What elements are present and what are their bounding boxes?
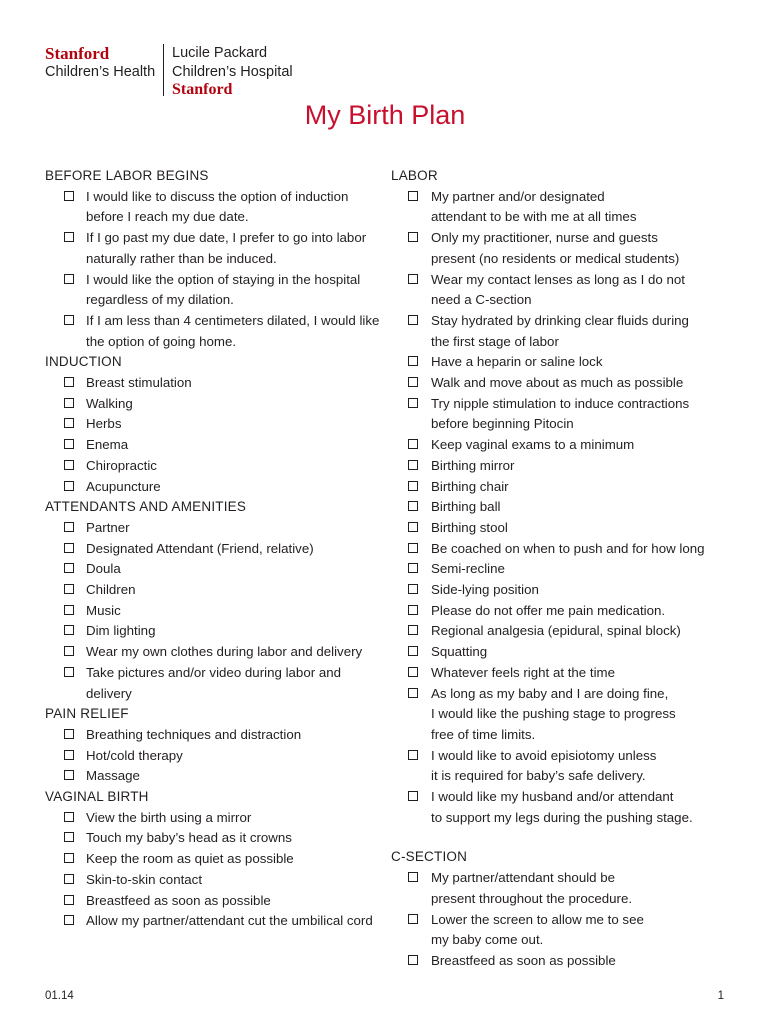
checklist-item xyxy=(391,621,741,642)
checkbox[interactable] xyxy=(64,232,74,242)
checklist-item xyxy=(45,663,390,704)
checklist-item xyxy=(391,477,741,498)
checklist-item xyxy=(45,828,390,849)
checklist-item-text: Acupuncture xyxy=(86,478,161,494)
checklist-item xyxy=(45,642,390,663)
checklist-item-text: My partner and/or designated xyxy=(431,188,605,204)
page-number: 1 xyxy=(717,990,724,1002)
checklist-item xyxy=(391,951,741,972)
checkbox[interactable] xyxy=(64,605,74,615)
checkbox[interactable] xyxy=(64,832,74,842)
checkbox[interactable] xyxy=(64,874,74,884)
checklist-item-text: As long as my baby and I are doing fine, xyxy=(431,685,669,701)
checklist-item-text: Side-lying position xyxy=(431,582,539,598)
section-heading-labor: LABOR xyxy=(391,168,438,183)
checklist-item-text: regardless of my dilation. xyxy=(86,292,234,308)
checkbox[interactable] xyxy=(408,914,418,924)
checklist-item xyxy=(45,911,390,932)
checkbox[interactable] xyxy=(64,418,74,428)
checkbox[interactable] xyxy=(64,853,74,863)
right-column xyxy=(391,166,741,972)
checkbox[interactable] xyxy=(64,377,74,387)
section-heading-pain-relief: PAIN RELIEF xyxy=(45,706,129,722)
checklist-item-text: Keep vaginal exams to a minimum xyxy=(431,437,635,453)
checklist-item-text: Try nipple stimulation to induce contractions xyxy=(431,395,690,411)
checkbox[interactable] xyxy=(64,729,74,739)
checklist-item xyxy=(391,187,741,228)
checklist-item xyxy=(45,456,390,477)
checkbox[interactable] xyxy=(408,750,418,760)
checklist-item-text: before beginning Pitocin xyxy=(431,416,574,432)
checkbox[interactable] xyxy=(64,274,74,284)
checkbox[interactable] xyxy=(64,812,74,822)
checkbox[interactable] xyxy=(408,688,418,698)
checklist-item xyxy=(391,539,741,560)
checklist-item-text: the option of going home. xyxy=(86,333,237,349)
checklist-item xyxy=(391,910,741,951)
checklist-item-text: Allow my partner/attendant cut the umbilical cord xyxy=(86,913,373,929)
page-title: My Birth Plan xyxy=(304,100,466,130)
checklist-item-text: Have a heparin or saline lock xyxy=(431,354,603,370)
document-code: 01.14 xyxy=(45,990,74,1002)
checklist-item-text: Wear my own clothes during labor and delivery xyxy=(86,644,363,660)
lucile-packard-logo xyxy=(172,44,293,100)
checkbox[interactable] xyxy=(408,460,418,470)
checkbox[interactable] xyxy=(64,895,74,905)
checklist-item-text: Walk and move about as much as possible xyxy=(431,375,684,391)
stanford-childrens-health-logo xyxy=(45,44,155,82)
checklist-item-text: it is required for baby’s safe delivery. xyxy=(431,768,646,784)
checkbox[interactable] xyxy=(64,750,74,760)
checkbox[interactable] xyxy=(408,522,418,532)
checklist-item xyxy=(45,725,390,746)
checkbox[interactable] xyxy=(64,460,74,470)
checklist-item-text: Breast stimulation xyxy=(86,375,192,390)
checklist-item xyxy=(45,414,390,435)
checklist-item xyxy=(45,808,390,829)
checkbox[interactable] xyxy=(64,770,74,780)
checklist-item-text: Take pictures and/or video during labor and xyxy=(86,664,342,680)
checkbox[interactable] xyxy=(64,522,74,532)
checklist-item-text: Hot/cold therapy xyxy=(86,747,183,763)
checklist-item-text: Birthing chair xyxy=(431,478,509,494)
checklist-item-text: Only my practitioner, nurse and guests xyxy=(431,230,658,246)
logo-divider xyxy=(163,44,164,96)
checklist-item xyxy=(391,311,741,352)
checklist-item xyxy=(391,580,741,601)
checklist-item xyxy=(391,497,741,518)
checklist-item xyxy=(45,435,390,456)
checklist-item xyxy=(391,373,741,394)
checklist-item-text: Herbs xyxy=(86,416,122,432)
checklist-item xyxy=(391,352,741,373)
checkbox[interactable] xyxy=(408,625,418,635)
checklist-item-text: Breastfeed as soon as possible xyxy=(431,952,616,968)
checklist-item-text: Breathing techniques and distraction xyxy=(86,726,302,742)
checkbox[interactable] xyxy=(408,543,418,553)
checkbox[interactable] xyxy=(408,667,418,677)
checklist-item-text: naturally rather than be induced. xyxy=(86,250,277,266)
checklist-item xyxy=(391,435,741,456)
checklist-item xyxy=(391,868,741,909)
checkbox[interactable] xyxy=(64,398,74,408)
checklist-item xyxy=(45,394,390,415)
checkbox[interactable] xyxy=(64,667,74,677)
checkbox[interactable] xyxy=(64,315,74,325)
checklist-item-text: Birthing stool xyxy=(431,519,508,535)
checklist-item-text: Squatting xyxy=(431,644,488,660)
logo-childrens-hospital-text: Children’s Hospital xyxy=(172,63,293,80)
checklist-item-text: Regional analgesia (epidural, spinal block) xyxy=(431,623,681,639)
checklist-item-text: Walking xyxy=(86,395,133,411)
checkbox[interactable] xyxy=(408,356,418,366)
checkbox[interactable] xyxy=(408,563,418,573)
checklist-item xyxy=(45,891,390,912)
checklist-item-text: Semi-recline xyxy=(431,561,505,577)
checklist-item xyxy=(45,311,390,352)
checklist-item-text: Enema xyxy=(86,437,129,453)
left-column xyxy=(45,166,390,932)
section-heading-induction: INDUCTION xyxy=(45,354,122,370)
checkbox[interactable] xyxy=(64,439,74,449)
logo-childrens-health-text: Children’s Health xyxy=(45,64,156,80)
checkbox[interactable] xyxy=(408,315,418,325)
checklist-item-text: need a C-section xyxy=(431,292,532,308)
checklist-item xyxy=(45,373,390,394)
checklist-item xyxy=(45,539,390,560)
checklist-item xyxy=(391,684,741,746)
checkbox[interactable] xyxy=(408,232,418,242)
checklist-item-text: Massage xyxy=(86,768,140,784)
checklist-item xyxy=(391,456,741,477)
checklist-item-text: Stay hydrated by drinking clear fluids during xyxy=(431,312,689,328)
checklist-item xyxy=(45,849,390,870)
checklist-item-text: present (no residents or medical students) xyxy=(431,250,680,266)
checklist-item-text: Skin-to-skin contact xyxy=(86,871,203,887)
checklist-item-text: If I go past my due date, I prefer to go into labor xyxy=(86,230,367,246)
checklist-item-text: Wear my contact lenses as long as I do not xyxy=(431,271,686,287)
checklist-item-text: Lower the screen to allow me to see xyxy=(431,911,644,927)
checklist-item-text: Keep the room as quiet as possible xyxy=(86,851,294,867)
checklist-item xyxy=(391,394,741,435)
checkbox[interactable] xyxy=(408,872,418,882)
checklist-item-text: My partner/attendant should be xyxy=(431,870,616,886)
checklist-item-text: Whatever feels right at the time xyxy=(431,664,616,680)
logo-lucile-packard-text: Lucile Packard xyxy=(172,45,268,61)
checklist-item-text: present throughout the procedure. xyxy=(431,890,633,906)
checklist-item-text: I would like the option of staying in the hospital xyxy=(86,271,361,287)
checklist-item-text: I would like to discuss the option of induction xyxy=(86,188,349,204)
checklist-item xyxy=(391,228,741,269)
checklist-item xyxy=(391,642,741,663)
checklist-item-text: Designated Attendant (Friend, relative) xyxy=(86,540,314,556)
checklist-item xyxy=(45,621,390,642)
section-heading-vaginal-birth: VAGINAL BIRTH xyxy=(45,789,149,805)
checklist-item-text: Partner xyxy=(86,519,130,535)
checkbox[interactable] xyxy=(408,791,418,801)
checkbox[interactable] xyxy=(408,439,418,449)
checklist-item-text: to support my legs during the pushing stage. xyxy=(431,809,693,825)
checklist-item-text: I would like my husband and/or attendant xyxy=(431,789,674,805)
checklist-item-text: Chiropractic xyxy=(86,457,157,473)
section-heading-before-labor-begins: BEFORE LABOR BEGINS xyxy=(45,168,209,183)
checklist-item-text: the first stage of labor xyxy=(431,333,559,349)
checklist-item-text: attendant to be with me at all times xyxy=(431,209,637,225)
checkbox[interactable] xyxy=(408,191,418,201)
checklist-item xyxy=(45,870,390,891)
logo-stanford-wordmark: Stanford xyxy=(45,44,110,63)
checklist-item xyxy=(391,270,741,311)
checklist-item-text: Dim lighting xyxy=(86,623,156,639)
checkbox[interactable] xyxy=(408,377,418,387)
checklist-item-text: View the birth using a mirror xyxy=(86,809,252,825)
section-heading-attendants-and-amenities: ATTENDANTS AND AMENITIES xyxy=(45,499,247,515)
checklist-item xyxy=(45,477,390,498)
checklist-item xyxy=(391,601,741,622)
checklist-item xyxy=(45,580,390,601)
checklist-item xyxy=(391,559,741,580)
checklist-item-text: my baby come out. xyxy=(431,932,544,948)
checkbox[interactable] xyxy=(64,563,74,573)
checklist-item-text: Touch my baby’s head as it crowns xyxy=(86,830,292,846)
checkbox[interactable] xyxy=(64,646,74,656)
checkbox[interactable] xyxy=(64,481,74,491)
checklist-item-text: Breastfeed as soon as possible xyxy=(86,892,271,908)
checklist-item-text: Birthing ball xyxy=(431,499,501,515)
checklist-item xyxy=(45,559,390,580)
checklist-item-text: before I reach my due date. xyxy=(86,209,249,225)
checklist-item-text: free of time limits. xyxy=(431,726,536,742)
checklist-item xyxy=(45,228,390,269)
checklist-item xyxy=(45,518,390,539)
checklist-item-text: I would like to avoid episiotomy unless xyxy=(431,747,657,763)
checkbox[interactable] xyxy=(64,625,74,635)
checklist-item-text: Birthing mirror xyxy=(431,457,515,473)
checklist-item-text: Children xyxy=(86,582,136,598)
section-heading-c-section: C-SECTION xyxy=(391,849,468,865)
checklist-item-text: Music xyxy=(86,602,121,618)
checkbox[interactable] xyxy=(408,501,418,511)
checkbox[interactable] xyxy=(64,191,74,201)
section-spacer xyxy=(391,828,741,847)
checkbox[interactable] xyxy=(408,646,418,656)
checkbox[interactable] xyxy=(64,915,74,925)
checklist-item xyxy=(391,787,741,828)
checklist-item-text: I would like the pushing stage to progress xyxy=(431,706,676,722)
checklist-item xyxy=(45,746,390,767)
checklist-item xyxy=(45,601,390,622)
checklist-item-text: delivery xyxy=(86,685,132,701)
checkbox[interactable] xyxy=(408,605,418,615)
checkbox[interactable] xyxy=(64,543,74,553)
checklist-item-text: Please do not offer me pain medication. xyxy=(431,602,666,618)
checklist-item xyxy=(391,746,741,787)
checkbox[interactable] xyxy=(408,274,418,284)
checkbox[interactable] xyxy=(64,584,74,594)
checklist-item xyxy=(391,518,741,539)
checklist-item xyxy=(45,270,390,311)
checklist-item xyxy=(45,187,390,228)
logo-stanford-wordmark-right: Stanford xyxy=(172,81,233,98)
checklist-item-text: Be coached on when to push and for how long xyxy=(431,540,705,556)
checkbox[interactable] xyxy=(408,584,418,594)
checklist-item-text: If I am less than 4 centimeters dilated, I would like xyxy=(86,312,380,328)
checklist-item-text: Doula xyxy=(86,561,121,577)
checklist-item xyxy=(391,663,741,684)
checkbox[interactable] xyxy=(408,955,418,965)
checkbox[interactable] xyxy=(408,481,418,491)
checkbox[interactable] xyxy=(408,398,418,408)
checklist-item xyxy=(45,766,390,787)
